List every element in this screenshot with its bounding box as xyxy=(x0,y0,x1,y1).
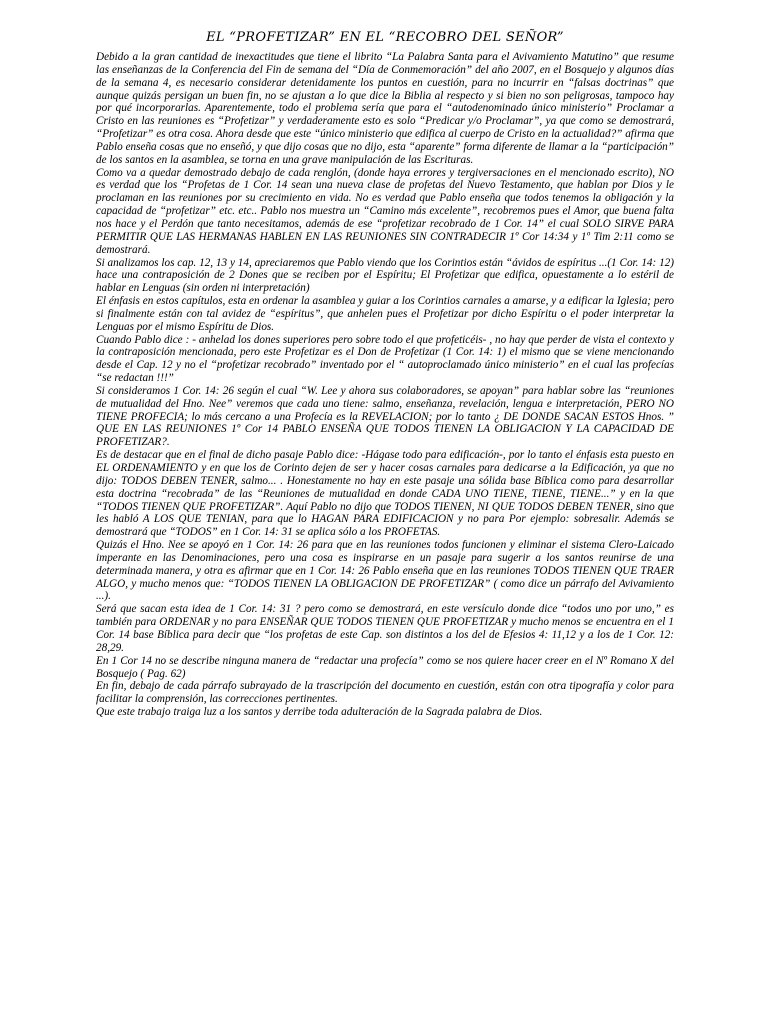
paragraph-cor-14-26: Si consideramos 1 Cor. 14: 26 según el cual “W. Lee y ahora sus colaboradores, se apoyan” para hablar sobre las “reuniones de mutualidad del Hno. Nee” veremos que cada uno tiene: salmo, enseñanza, revelación, lengua e interpretación, PERO NO TIENE PROFECIA; lo más cercano a una Profecía es la REVELACION; por lo tanto ¿ DE DONDE SACAN ESTOS Hnos. ” QUE EN LAS REUNIONES 1º Cor 14 PABLO ENSEÑA QUE TODOS TIENEN LA OBLIGACION Y LA CAPACIDAD DE PROFETIZAR?. xyxy=(96,384,674,449)
paragraph-demonstration: Como va a quedar demostrado debajo de cada renglón, (donde haya errores y tergiversaciones en el mencionado escrito), NO es verdad que los “Profetas de 1 Cor. 14 sean una nueva clase de profetas del Nuevo Testamento, que hablan por Dios y le proclaman en las reuniones por su crecimiento en vida. No es verdad que Pablo enseña que todos tenemos la obligación y la capacidad de “profetizar” etc. etc.. Pablo nos muestra un “Camino más excelente”, recobremos pues el Amor, que buena falta nos hace y el Perdón que tanto necesitamos, además de ese “profetizar recobrado de 1 Cor. 14” el cual SOLO SIRVE PARA PERMITIR QUE LAS HERMANAS HABLEN EN LAS REUNIONES SIN CONTRADECIR 1º Cor 14:34 y 1º Tim 2:11 como se demostrará. xyxy=(96,166,674,256)
paragraph-en-fin: En fin, debajo de cada párrafo subrayado de la trascripción del documento en cuestión, están con otra tipografía y color para facilitar la comprensión, las correcciones pertinentes. xyxy=(96,680,674,706)
paragraph-chapters-analysis: Si analizamos los cap. 12, 13 y 14, apreciaremos que Pablo viendo que los Corintios están “ávidos de espíritus ...(1 Cor. 14: 12) hace una contraposición de 2 Dones que se reciben por el Espíritu; El Profetizar que edifica, opuestamente a lo estéril de hablar en Lenguas (sin orden ni interpretación) xyxy=(96,256,674,295)
paragraph-pablo-dice: Cuando Pablo dice : - anhelad los dones superiores pero sobre todo el que profeticéis- , no hay que perder de vista el contexto y la contraposición mencionada, pero este Profetizar es el Don de Profetizar (1 Cor. 14: 1) el mismo que se viene mencionando desde el Cap. 12 y no el “profetizar recobrado” inventado por el “ autoproclamado único ministerio” en el cual las profecías “se redactan !!!” xyxy=(96,333,674,385)
document-title: EL “PROFETIZAR” EN EL “RECOBRO DEL SEÑOR” xyxy=(206,30,564,45)
paragraph-edificacion: Es de destacar que en el final de dicho pasaje Pablo dice: -Hágase todo para edificación-, por lo tanto el énfasis esta puesto en EL ORDENAMIENTO y en que los de Corinto dejen de ser y hacer cosas carnales para dedicarse a la Edificación, ya que no dijo: TODOS DEBEN TENER, salmo... . Honestamente no hay en este pasaje una sólida base Bíblica como para desarrollar esta doctrina “recobrada” de las “Reuniones de mutualidad en donde CADA UNO TIENE, TIENE, TIENE...” y en la que “TODOS TIENEN QUE PROFETIZAR”. Aquí Pablo no dijo que TODOS TIENEN, NI QUE TODOS DEBEN TENER, sino que les habló A LOS QUE TENIAN, para que lo HAGAN PARA EDIFICACION y no para Por ejemplo: sobresalir. Además se demostrará que “TODOS” en 1 Cor. 14: 31 se aplica sólo a los PROFETAS. xyxy=(96,449,674,539)
paragraph-emphasis: El énfasis en estos capítulos, esta en ordenar la asamblea y guiar a los Corintios carnales a amarse, y a edificar la Iglesia; pero si finalmente están con tal avidez de “espíritus”, que anhelen pues el Profetizar por dicho Espíritu o el poder interpretar la Lenguas por el mismo Espíritu de Dios. xyxy=(96,295,674,333)
paragraph-intro: Debido a la gran cantidad de inexactitudes que tiene el librito “La Palabra Santa para el Avivamiento Matutino” que resume las enseñanzas de la Conferencia del Fin de semana del “Día de Conmemoración” del año 2007, en el Bosquejo y algunos días de la semana 4, es necesario considerar detenidamente los puntos en cuestión, para no incurrir en “falsas doctrinas” que aunque quizás persigan un buen fin, no se ajustan a lo que dice la Biblia al respecto y si bien no son peligrosas, tampoco hay por qué incorporarlas. Aparentemente, todo el problema sería que para el “autodenominado único ministerio” Proclamar a Cristo en las reuniones es “Profetizar” y verdaderamente esto es solo “Predicar y/o Proclamar”, ya que como se demostrará, “Profetizar” es otra cosa. Ahora desde que este “único ministerio que edifica al cuerpo de Cristo en la actualidad?” afirma que Pablo enseña cosas que no enseñó, y que dijo cosas que no dijo, esta “aparente” forma diferente de llamar a la “participación” de los santos en la asamblea, se torna en una grave manipulación de las Escrituras. xyxy=(96,51,674,166)
paragraph-hno-nee: Quizás el Hno. Nee se apoyó en 1 Cor. 14: 26 para que en las reuniones todos funcionen y eliminar el sistema Clero-Laicado imperante en las Denominaciones, pero una cosa es inspirarse en un pasaje para sugerir a los santos reunirse de una determinada manera, y otra es afirmar que en 1 Cor. 14: 26 Pablo enseña que en las reuniones TODOS TIENEN QUE TRAER ALGO, y mucho menos que: “TODOS TIENEN LA OBLIGACION DE PROFETIZAR” ( como dice un párrafo del Avivamiento ...). xyxy=(96,539,674,603)
document-page xyxy=(96,30,674,1010)
paragraph-cor-14-31: Será que sacan esta idea de 1 Cor. 14: 31 ? pero como se demostrará, en este versículo donde dice “todos uno por uno,” es también para ORDENAR y no para ENSEÑAR QUE TODOS TIENEN QUE PROFETIZAR y mucho menos se encuentra en el 1 Cor. 14 base Bíblica para decir que “los profetas de este Cap. son distintos a los del de Efesios 4: 11,12 y a los de 1 Cor. 12: 28,29. xyxy=(96,603,674,654)
paragraph-closing: Que este trabajo traiga luz a los santos y derribe toda adulteración de la Sagrada palabra de Dios. xyxy=(96,706,543,719)
paragraph-redactar-profecia: En 1 Cor 14 no se describe ninguna manera de “redactar una profecía” como se nos quiere hacer creer en el Nº Romano X del Bosquejo ( Pag. 62) xyxy=(96,654,674,680)
